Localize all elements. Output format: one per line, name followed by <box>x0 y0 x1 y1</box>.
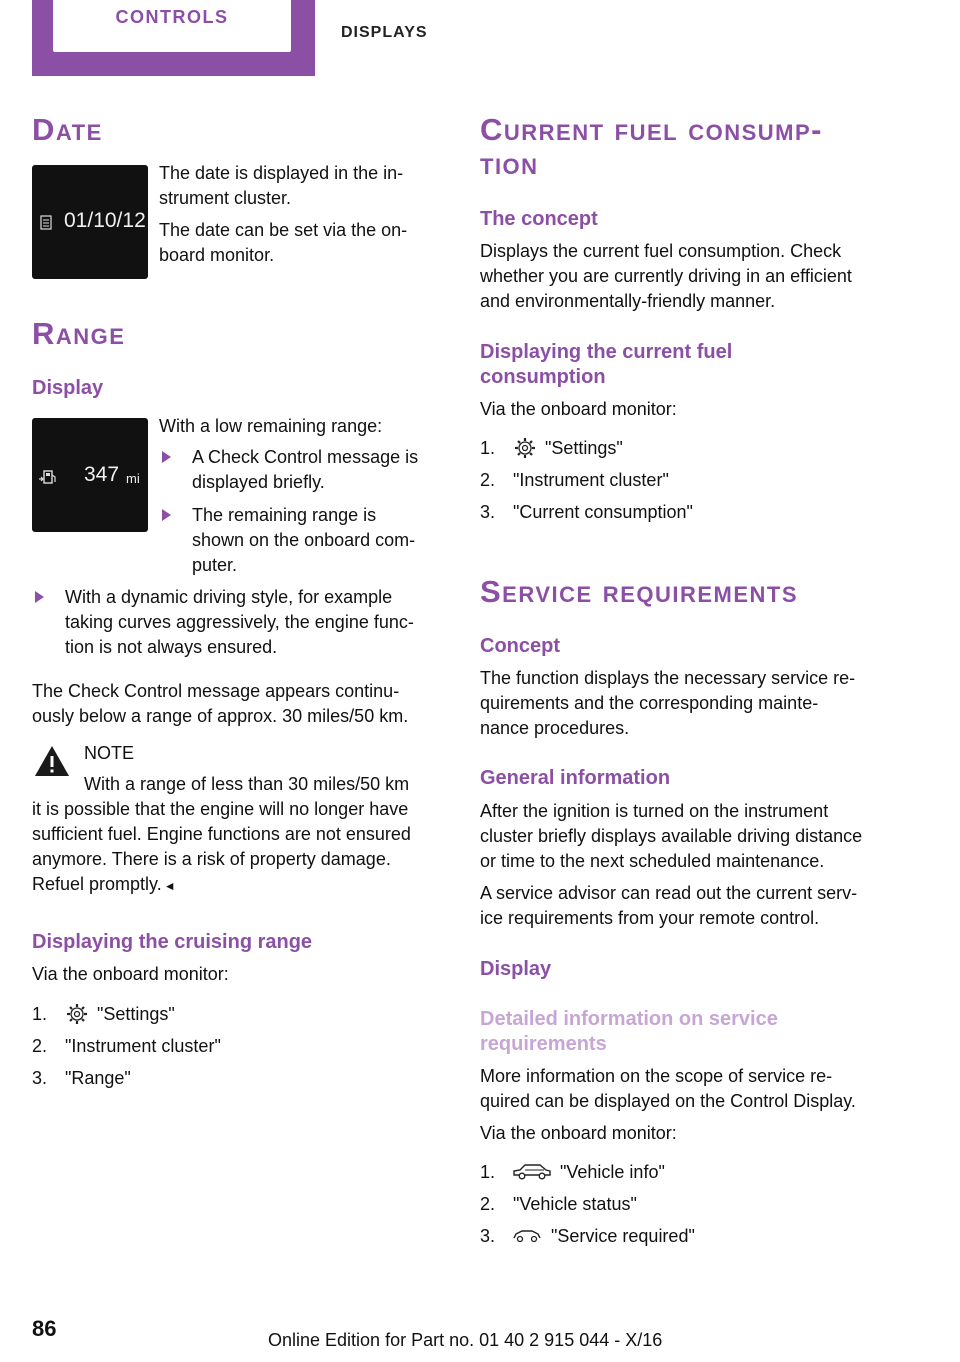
range-bullet-2: The remaining range is shown on the onboard com- puter. <box>192 505 416 575</box>
step-text: "Current consumption" <box>513 502 693 522</box>
step-text: "Instrument cluster" <box>65 1036 221 1056</box>
edition-footer: Online Edition for Part no. 01 40 2 915 044 - X/16 <box>268 1330 663 1350</box>
step-text: "Instrument cluster" <box>513 470 669 490</box>
date-screen-value: 01/10/12 <box>64 209 146 232</box>
general-information-text: After the ignition is turned on the instrument cluster briefly displays available driving distance or time to the next scheduled maintenance. <box>480 801 863 871</box>
vehicle-icon <box>512 1161 552 1181</box>
date-paragraph-1: The date is displayed in the in- strument cluster. <box>159 163 404 208</box>
step-text: "Service required" <box>551 1226 695 1246</box>
range-screen-value: 347 <box>84 463 120 486</box>
service-advisor-text: A service advisor can read out the current serv- ice requirements from your remote control. <box>480 883 858 928</box>
step-number: 1. <box>480 1162 496 1182</box>
displaying-fuel-heading: Displaying the current fuel consumption <box>480 341 733 388</box>
service-concept-heading: Concept <box>480 635 560 657</box>
service-display-heading: Display <box>480 958 552 980</box>
range-display-image <box>32 418 148 532</box>
bullet-marker <box>162 451 171 463</box>
tab-displays[interactable]: DISPLAYS <box>341 24 428 41</box>
step-text: "Vehicle status" <box>513 1194 637 1214</box>
cruising-via: Via the onboard monitor: <box>32 964 229 984</box>
cruising-range-heading: Displaying the cruising range <box>32 931 313 953</box>
fuel-pump-icon <box>38 469 58 485</box>
range-bullet-3: With a dynamic driving style, for example taking curves aggressively, the engine func- tion is not always ensured. <box>65 587 414 657</box>
service-via: Via the onboard monitor: <box>480 1123 677 1143</box>
bullet-marker <box>162 509 171 521</box>
service-requirements-heading: Service requirements <box>480 574 799 609</box>
settings-gear-icon <box>66 1003 88 1025</box>
end-marker: ◄ <box>163 879 176 893</box>
general-information-heading: General information <box>480 767 671 789</box>
fuel-via: Via the onboard monitor: <box>480 399 677 419</box>
step-number: 2. <box>480 1194 496 1214</box>
note-body: it is possible that the engine will no longer have sufficient fuel. Engine functions are not ensured anymore. There is a risk of property damage. Refuel promptly. ◄ <box>32 799 411 894</box>
step-text: "Range" <box>65 1068 131 1088</box>
more-information-text: More information on the scope of service re- quired can be displayed on the Control Display. <box>480 1066 856 1111</box>
note-label: NOTE <box>84 743 135 763</box>
warning-icon <box>32 742 72 780</box>
vehicle-service-icon <box>512 1228 542 1244</box>
range-heading: Range <box>32 316 126 351</box>
fuel-concept-text: Displays the current fuel consumption. Check whether you are currently driving in an efficient and environmentally-friendly manner. <box>480 241 852 311</box>
step-text: "Settings" <box>545 438 623 458</box>
date-display-image <box>32 165 148 279</box>
step-number: 2. <box>480 470 496 490</box>
range-bullet-1: A Check Control message is displayed briefly. <box>192 447 419 492</box>
range-display-heading: Display <box>32 377 104 399</box>
detailed-information-heading: Detailed information on service requirements <box>480 1008 778 1055</box>
tab-controls[interactable]: CONTROLS <box>53 0 291 52</box>
step-number: 3. <box>480 1226 496 1246</box>
step-number: 3. <box>480 502 496 522</box>
step-number: 3. <box>32 1068 48 1088</box>
settings-gear-icon <box>514 437 536 459</box>
date-paragraph-2: The date can be set via the on- board monitor. <box>159 220 408 265</box>
step-number: 1. <box>32 1004 48 1024</box>
range-screen-unit: mi <box>126 471 140 486</box>
note-first-line: With a range of less than 30 miles/50 km <box>84 774 410 794</box>
step-text: "Settings" <box>97 1004 175 1024</box>
step-number: 2. <box>32 1036 48 1056</box>
range-paragraph: The Check Control message appears continu- ously below a range of approx. 30 miles/50 km. <box>32 681 409 726</box>
date-heading: Date <box>32 112 103 147</box>
step-number: 1. <box>480 438 496 458</box>
fuel-concept-heading: The concept <box>480 208 598 230</box>
service-concept-text: The function displays the necessary service re- quirements and the corresponding mainte- nance procedures. <box>480 668 856 738</box>
fuel-consumption-heading: Current fuel consump- tion <box>480 112 823 181</box>
bullet-marker <box>35 591 44 603</box>
page-number: 86 <box>32 1316 57 1341</box>
step-text: "Vehicle info" <box>560 1162 665 1182</box>
range-intro: With a low remaining range: <box>159 416 383 436</box>
calendar-icon <box>40 214 52 230</box>
